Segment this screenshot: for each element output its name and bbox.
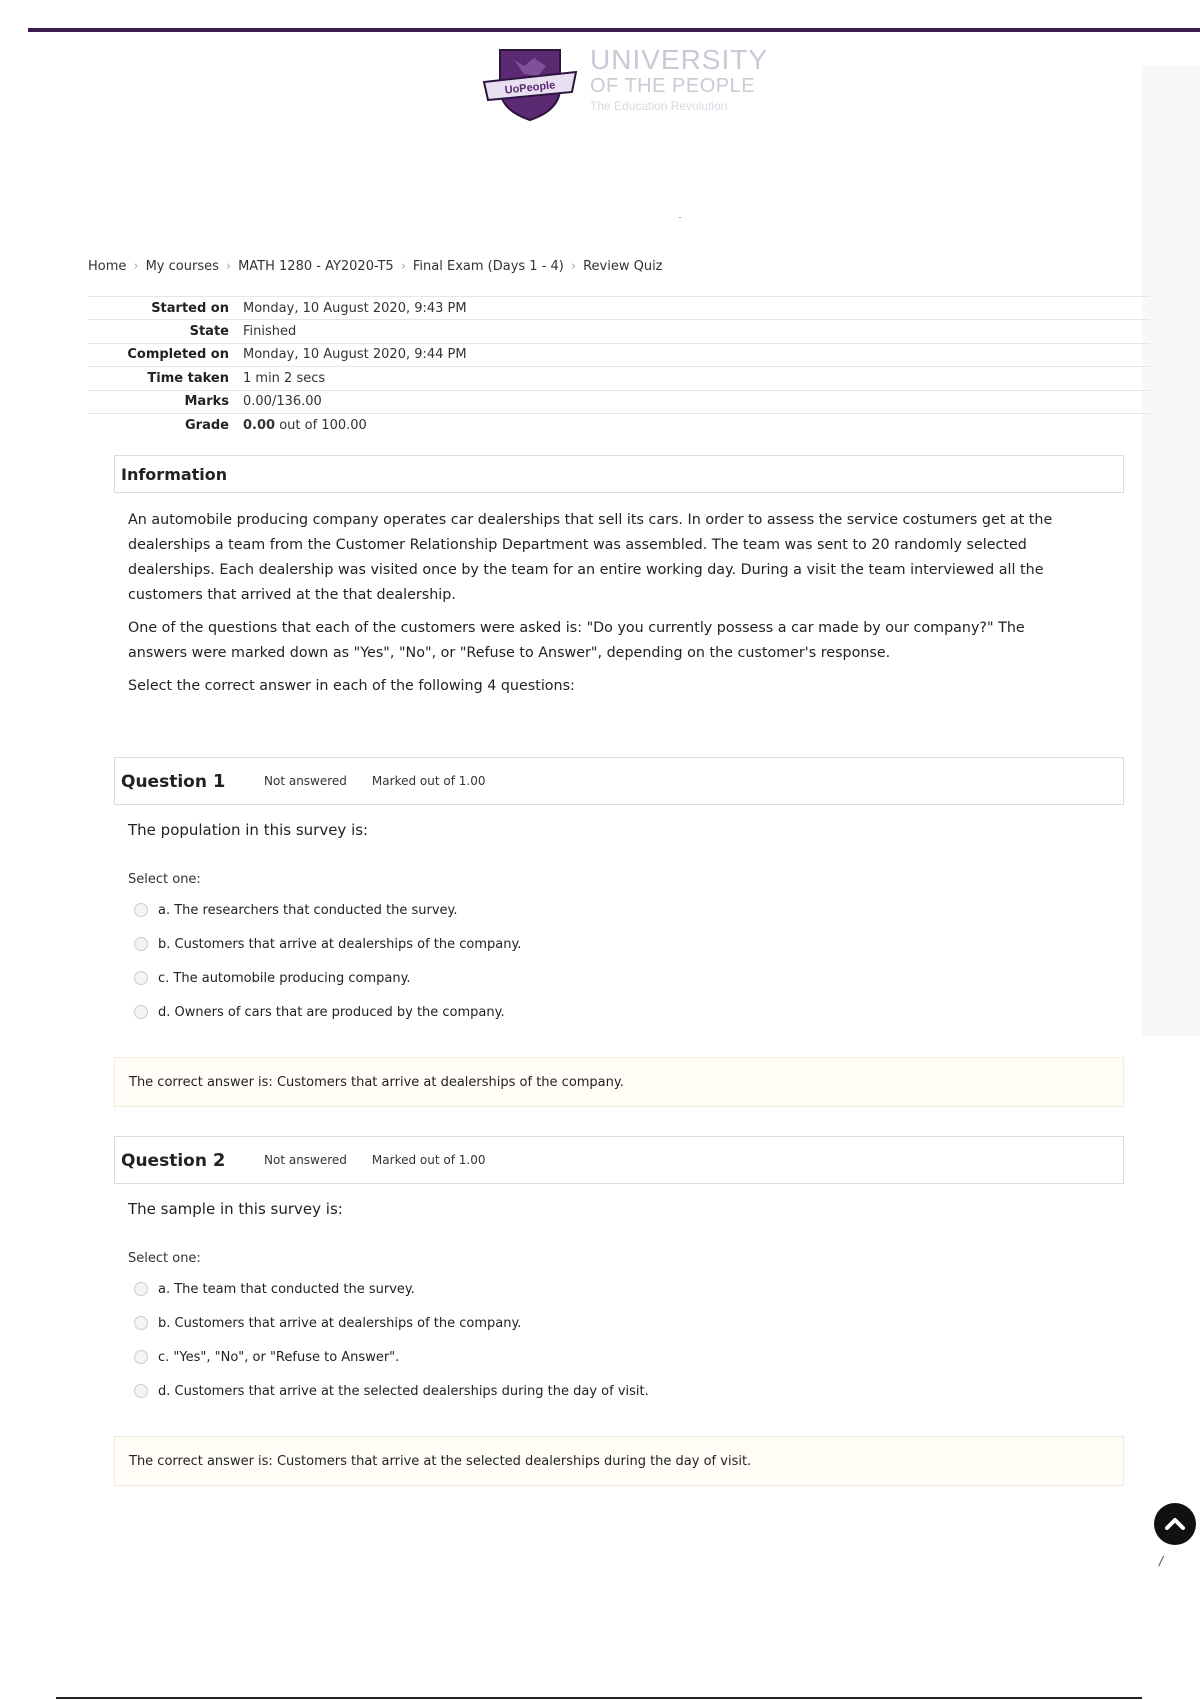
grade-value (243, 418, 367, 433)
chevron-right-icon: › (400, 259, 406, 274)
quiz-summary-table (88, 296, 1150, 436)
top-rule (28, 28, 1200, 32)
question-title (121, 1150, 264, 1171)
option-label: b. Customers that arrive at dealerships of the company. (158, 1315, 522, 1331)
question-status: Not answered (264, 1153, 347, 1167)
answer-option-a[interactable] (134, 1272, 1034, 1306)
breadcrumb-final-exam[interactable]: Final Exam (Days 1 - 4) (412, 259, 564, 274)
answer-option-d[interactable] (134, 1374, 1034, 1408)
chevron-up-icon (1163, 1512, 1187, 1536)
summary-label: Started on (151, 300, 229, 316)
summary-row (88, 390, 1150, 413)
question-1-feedback: The correct answer is: Customers that arrive at dealerships of the company. (114, 1057, 1124, 1107)
question-label: Question (121, 1150, 207, 1171)
question-number: 2 (212, 1149, 226, 1171)
option-label: c. "Yes", "No", or "Refuse to Answer". (158, 1349, 400, 1365)
question-marked-out-of: Marked out of 1.00 (371, 1153, 486, 1167)
option-label: b. Customers that arrive at dealerships of the company. (158, 936, 522, 952)
answer-option-d[interactable] (134, 995, 1034, 1029)
logo-tagline: The Education Revolution (590, 99, 728, 113)
summary-value: 0.00/136.00 (243, 394, 322, 410)
grade-label: Grade (185, 417, 229, 433)
option-label: d. Owners of cars that are produced by the company. (158, 1004, 505, 1020)
breadcrumb (88, 259, 663, 274)
question-label: Question (121, 771, 207, 792)
question-marked-out-of: Marked out of 1.00 (371, 774, 486, 788)
option-label: d. Customers that arrive at the selected dealerships during the day of visit. (158, 1383, 649, 1399)
scroll-to-top-button[interactable] (1154, 1503, 1196, 1545)
information-header (114, 455, 1124, 493)
summary-row-grade (88, 413, 1150, 436)
summary-row (88, 366, 1150, 389)
logo-badge-text: UoPeople (504, 79, 556, 97)
question-1-select-one: Select one: (128, 872, 201, 887)
information-text (128, 508, 1068, 707)
breadcrumb-home[interactable]: Home (88, 259, 127, 274)
logo-line-1: UNIVERSITY (590, 44, 769, 75)
information-title: Information (121, 464, 228, 484)
option-label: a. The researchers that conducted the survey. (158, 902, 458, 918)
logo-wordmark (590, 46, 768, 112)
bottom-rule (56, 1697, 1142, 1699)
answer-option-b[interactable] (134, 927, 1034, 961)
question-1-header (114, 757, 1124, 805)
summary-row (88, 296, 1150, 319)
information-paragraph: Select the correct answer in each of the following 4 questions: (128, 678, 575, 694)
answer-option-a[interactable] (134, 893, 1034, 927)
summary-label: Time taken (147, 370, 229, 386)
breadcrumb-my-courses[interactable]: My courses (145, 259, 219, 274)
summary-label: Marks (184, 394, 229, 410)
summary-value: 1 min 2 secs (243, 370, 326, 386)
question-2-select-one: Select one: (128, 1251, 201, 1266)
summary-value: Finished (243, 324, 297, 340)
summary-label: Completed on (127, 347, 229, 363)
option-label: c. The automobile producing company. (158, 970, 411, 986)
breadcrumb-course[interactable]: MATH 1280 - AY2020-T5 (238, 259, 394, 274)
answer-option-b[interactable] (134, 1306, 1034, 1340)
chevron-right-icon: › (225, 259, 232, 274)
stray-dot (679, 217, 681, 218)
answer-option-c[interactable] (134, 1340, 1034, 1374)
summary-value: Monday, 10 August 2020, 9:44 PM (243, 347, 467, 363)
question-2-feedback: The correct answer is: Customers that arrive at the selected dealerships during the day of visit. (114, 1436, 1124, 1486)
question-2-options (134, 1272, 1034, 1408)
radio-button[interactable] (134, 1350, 148, 1364)
question-number: 1 (212, 770, 226, 792)
question-status: Not answered (264, 774, 347, 788)
radio-button[interactable] (134, 903, 148, 917)
chevron-right-icon: › (133, 259, 139, 274)
summary-label: State (189, 324, 229, 340)
university-logo[interactable] (480, 44, 780, 124)
logo-line-2: OF THE PEOPLE (590, 75, 756, 97)
radio-button[interactable] (134, 937, 148, 951)
radio-button[interactable] (134, 1282, 148, 1296)
question-2-text: The sample in this survey is: (128, 1200, 343, 1218)
radio-button[interactable] (134, 1384, 148, 1398)
summary-row (88, 343, 1150, 366)
option-label: a. The team that conducted the survey. (158, 1281, 415, 1297)
question-2-header (114, 1136, 1124, 1184)
summary-row (88, 319, 1150, 342)
logo-shield-icon (480, 44, 580, 124)
question-1-options (134, 893, 1034, 1029)
grade-out-of: out of 100.00 (279, 417, 367, 433)
scroll-mark: / (1159, 1554, 1164, 1568)
radio-button[interactable] (134, 1005, 148, 1019)
information-paragraph: One of the questions that each of the customers were asked is: "Do you currently possess a car made by our company?" The answers were marked down as "Yes", "No", or "Refuse to Answer", depending on the customer's response. (128, 620, 1025, 661)
answer-option-c[interactable] (134, 961, 1034, 995)
page-edge-shade (1142, 66, 1200, 1036)
question-title (121, 771, 264, 792)
radio-button[interactable] (134, 971, 148, 985)
summary-value: Monday, 10 August 2020, 9:43 PM (243, 300, 467, 316)
radio-button[interactable] (134, 1316, 148, 1330)
chevron-right-icon: › (570, 259, 577, 274)
breadcrumb-review-quiz: Review Quiz (583, 259, 663, 274)
question-1-text: The population in this survey is: (128, 821, 369, 839)
information-paragraph: An automobile producing company operates car dealerships that sell its cars. In order to assess the service costumers get at the dealerships a team from the Customer Relationship Department was assembled. The team was sent to 20 randomly selected dealerships. Each dealership was visited once by the team for an entire working day. During a visit the team interviewed all the customers that arrived at the that dealership. (128, 512, 1053, 603)
grade-score: 0.00 (243, 417, 276, 433)
